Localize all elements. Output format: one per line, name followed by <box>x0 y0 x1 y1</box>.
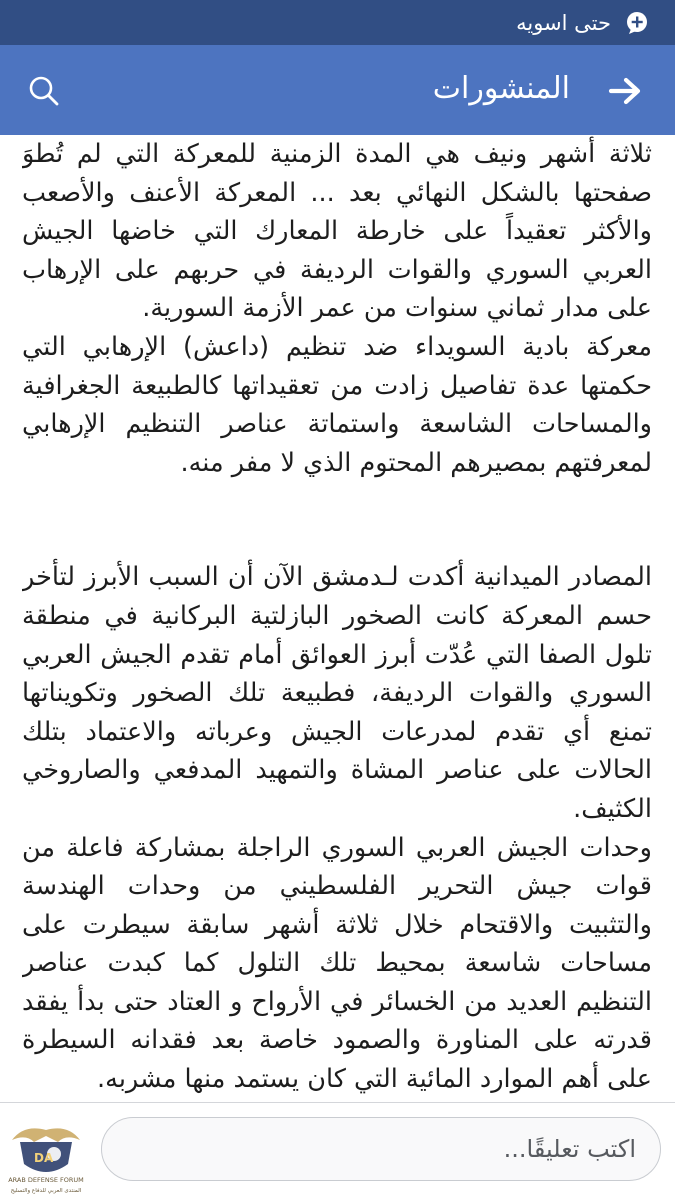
status-bar <box>0 0 675 45</box>
post-paragraph: وحدات الجيش العربي السوري الراجلة بمشاركة فاعلة من قوات جيش التحرير الفلسطيني من وحدات الهندسة والتثبيت والاقتحام خلال ثلاثة أشهر سابقة سيطرت على مساحات شاسعة بمحيط تلك التلول كما كبدت عناصر التنظيم العديد من الخسائر في الأرواح و العتاد حتى بدأ يفقد قدرته على المناورة والصمود خاصة بعد فقدانه السيطرة على أهم الموارد المائية التي كان يستمد منها مشربه. <box>22 832 652 1095</box>
comment-input[interactable] <box>101 1117 661 1181</box>
arrow-right-icon <box>608 76 642 106</box>
post-paragraph: المصادر الميدانية أكدت لـدمشق الآن أن السبب الأبرز لتأخر حسم المعركة كانت الصخور البازلتية البركانية في منطقة تلول الصفا التي عُدّت أبرز العوائق أمام تقدم الجيش العربي السوري والقوات الرديفة، فطبيعة تلك الصخور وتكويناتها تمنع أي تقدم لمدرعات الجيش وعرباته والاعتماد بتلك الحالات على عناصر المشاة والتمهيد المدفعي والصاروخي الكثيف. <box>22 562 652 824</box>
post-content <box>22 135 652 1100</box>
search-icon <box>28 75 60 107</box>
watermark-logo-text: DA <box>34 1151 54 1165</box>
watermark-name: ARAB DEFENSE FORUM <box>8 1176 84 1184</box>
comment-bar <box>0 1102 675 1201</box>
comment-placeholder: اكتب تعليقًا... <box>503 1135 636 1163</box>
back-button[interactable] <box>605 71 645 111</box>
forum-watermark-logo <box>4 1120 88 1198</box>
paragraph-gap <box>22 482 652 558</box>
post-paragraph: ثلاثة أشهر ونيف هي المدة الزمنية للمعركة التي لم تُطوَ صفحتها بالشكل النهائي بعد ... المعركة الأعنف والأصعب والأكثر تعقيداً على خارطة المعارك التي خاضها الجيش العربي السوري والقوات الرديفة في حربهم على الإرهاب على مدار ثماني سنوات من عمر الأزمة السورية. <box>22 139 652 324</box>
search-button[interactable] <box>24 71 64 111</box>
page-title: المنشورات <box>432 71 570 106</box>
chat-plus-icon[interactable] <box>625 11 649 35</box>
watermark-tagline: المنتدى العربي للدفاع والتسليح <box>10 1188 82 1194</box>
post-paragraph: معركة بادية السويداء ضد تنظيم (داعش) الإرهابي التي حكمتها عدة تفاصيل زادت من تعقيداتها كالطبيعة الجغرافية والمساحات الشاسعة واستماتة عناصر التنظيم الإرهابي لمعرفتهم بمصيرهم المحتوم الذي لا مفر منه. <box>22 331 652 478</box>
app-header <box>0 45 675 135</box>
status-text: حتى اسويه <box>516 10 611 35</box>
